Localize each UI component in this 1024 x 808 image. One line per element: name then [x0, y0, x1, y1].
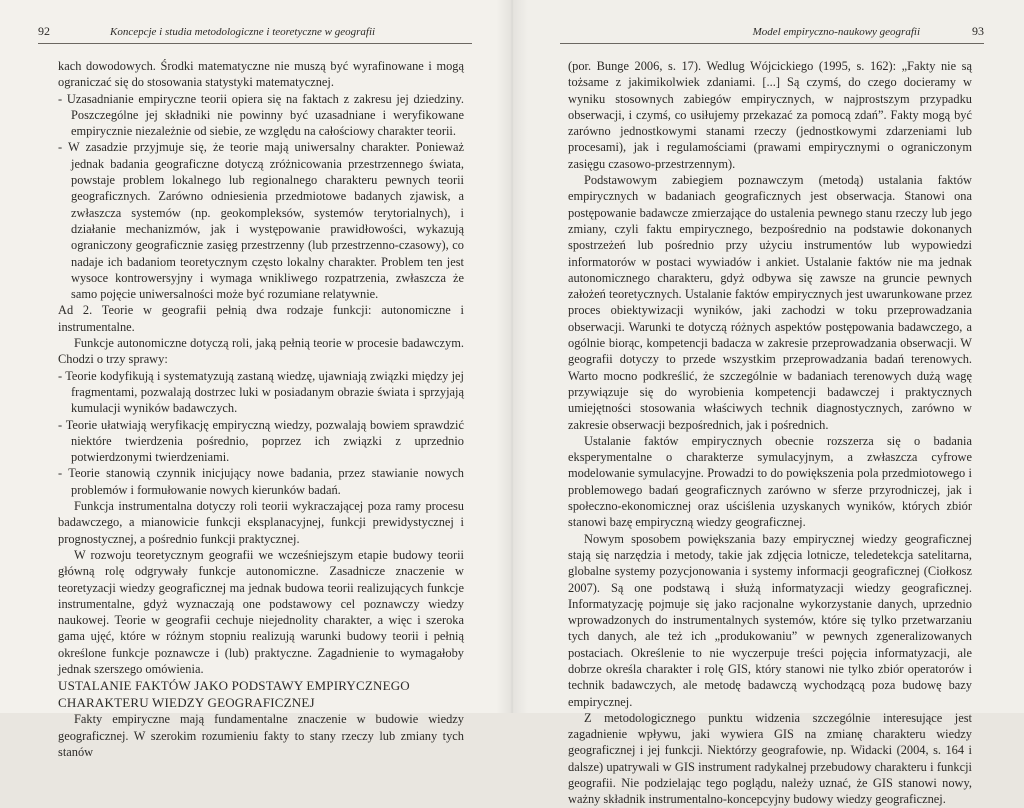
left-page-header [38, 24, 472, 39]
paragraph: Z metodologicznego punktu widzenia szczególnie interesujące jest zagadnienie wpływu, jaki wywiera GIS na zmianę charakteru wiedzy geograficznej i jej funkcji. Niektórzy geografowie, np. Widacki (2004, s. 164 i dalsze) upatrywali w GIS instrument radykalnej przebudowy charakteru i funkcji geografii. Nie podzielając tego poglądu, należy uznać, że GIS stanowi nowy, ważny składnik instrumentalno-koncepcyjny budowy wiedzy geograficznej. [568, 710, 972, 807]
list-item: - W zasadzie przyjmuje się, że teorie mają uniwersalny charakter. Ponieważ jednak badania geograficzne dotyczą zróżnicowania przestrzennego świata, powstaje problem lokalnego lub regionalnego charakteru pewnych teorii geograficznych. Zarówno odniesienia przedmiotowe badanych zjawisk, a zwłaszcza systemów (np. geokompleksów, systemów terytorialnych), i działanie mechanizmów, jak i występowanie prawidłowości, wykazują ograniczony geograficznie zasięg przestrzenny (lub przestrzenno-czasowy), co nadaje ich badaniom teoretycznym często lokalny charakter. Problem ten jest wysoce kontrowersyjny i wymaga wnikliwego rozpatrzenia, zwłaszcza że samo pojęcie uniwersalności może być rozumiane relatywnie. [58, 140, 464, 302]
list-item: - Teorie ułatwiają weryfikację empiryczną wiedzy, pozwalają bowiem sprawdzić niektóre twierdzenia pośrednio, poprzez ich związki z uprzednio potwierdzonymi twierdzeniami. [58, 417, 464, 465]
paragraph: Podstawowym zabiegiem poznawczym (metodą) ustalania faktów empirycznych w badaniach geograficznych jest obserwacja. Stanowi ona postępowanie badawcze zmierzające do ustalenia pewnego stanu rzeczy lub jego zmiany, czyli faktu empirycznego, bezpośrednio na podstawie dokonanych spostrzeżeń lub pośrednio przy użyciu instrumentów lub wypowiedzi informatorów w postaci wywiadów i ankiet. Ustalanie faktów nie ma jednak autonomicznego charakteru, gdyż odbywa się zawsze na gruncie pewnych założeń teoretycznych. Ustalanie faktów empirycznych jest uwarunkowane przez proces obiektywizacji wyników, jaki zachodzi w toku przeprowadzania obserwacji. Warunki te dotyczą różnych aspektów postępowania badawczego, a ogólnie biorąc, kompetencji badacza w zakresie przeprowadzania obserwacji. W geografii dotyczy to przede wszystkim przeprowadzania badań terenowych. Warto mocno podkreślić, że szczególnie w badaniach terenowych dużą wagę przywiązuje się do wyrobienia kompetencji badawczej i praktycznych umiejętności stosowania właściwych technik diagnostycznych, zarówno w zakresie obserwacji bezpośrednich, jak i pośrednich. [568, 173, 972, 432]
right-running-title: Model empiryczno-naukowy geografii [752, 26, 920, 38]
left-page [0, 0, 512, 759]
right-page-header [560, 24, 984, 39]
list-item: - Teorie stanowią czynnik inicjujący nowe badania, przez stawianie nowych problemów i formułowanie nowych kierunków badań. [58, 466, 464, 497]
paragraph: kach dowodowych. Środki matematyczne nie muszą być wyrafinowane i mogą ograniczać się do stosowania statystyki matematycznej. [58, 59, 464, 90]
paragraph: (por. Bunge 2006, s. 17). Wedlug Wójcickiego (1995, s. 162): „Fakty nie są tożsame z jakimikolwiek zdaniami. [...] Są czymś, do czego docieramy w wyniku stosownych zabiegów empirycznych, w najprostszym przypadku obserwacji, i czymś, co usiłujemy przekazać za pomocą zdań”. Fakty mogą być zarówno jednostkowymi stanami rzeczy (jednostkowymi zdarzeniami lub procesami), jak i regulamościami (prawami empirycznymi o ograniczonym zasięgu czasowo-przestrzennym). [568, 59, 972, 171]
paragraph: W rozwoju teoretycznym geografii we wcześniejszym etapie budowy teorii główną rolę odgrywały funkcje autonomiczne. Zasadnicze znaczenie w teoretyzacji wiedzy geograficznej ma jednak budowa teorii realizujących funkcje instrumentalne, gdyż wyznaczają one podstawowy cel poznawczy wiedzy naukowej. Teorie w geografii cechuje niejednolity charakter, a więc i szeroka gama ujęć, które w różnym stopniu realizują warunki budowy teorii i pełnią określone funkcje poznawcze i (lub) praktyczne. Zagadnienie to wymagałoby jednak szerszego omówienia. [58, 547, 464, 676]
paragraph: Fakty empiryczne mają fundamentalne znaczenie w budowie wiedzy geograficznej. W szerokim rozumieniu fakty to stany rzeczy lub zmiany tych stanów [58, 712, 464, 759]
list-item: - Uzasadnianie empiryczne teorii opiera się na faktach z zakresu jej dziedziny. Poszczególne jej składniki nie powinny być uzasadniane i weryfikowane empirycznie niezależnie od siebie, ze względu na całościowy charakter teorii. [58, 91, 464, 139]
book-gutter-shadow [496, 0, 528, 713]
paragraph: Ad 2. Teorie w geografii pełnią dwa rodzaje funkcji: autonomiczne i instrumentalne. [58, 303, 464, 334]
right-page-number: 93 [972, 24, 984, 38]
left-page-body [58, 58, 464, 760]
section-heading: USTALANIE FAKTÓW JAKO PODSTAWY EMPIRYCZNEGO CHARAKTERU WIEDZY GEOGRAFICZNEJ [58, 678, 410, 711]
paragraph: Nowym sposobem powiększania bazy empirycznej wiedzy geograficznej stają się narzędzia i metody, takie jak zdjęcia lotnicze, teledetekcja satelitarna, globalne systemy pozycjonowania i systemy informacji geograficznej (Ciołkosz 2007). Są one podstawą i służą informatyzacji wiedzy geograficznej. Informatyzację pojmuje się jako racjonalne wykorzystanie danych, uprzednio wprowadzonych do instrumentalnych systemów, które się tylko przetwarzaniu tych danych, ale też ich „produkowaniu” w pewnych zgeneralizowanych postaciach. Określenie to nie wyczerpuje treści pojęcia informatyzacji, ale dobrze określa charakter i rolę GIS, który stanowi nie tylko zbiór operatorów i technik badawczych, ale metodę badawczą wychodzącą poza budowę bazy empirycznej. [568, 531, 972, 709]
list-item: - Teorie kodyfikują i systematyzują zastaną wiedzę, ujawniają związki między jej fragmentami, pozwalają dostrzec luki w posiadanym obrazie świata i sprzyjają kumulacji wyników badawczych. [58, 368, 464, 416]
right-page-body [568, 58, 972, 808]
right-page [512, 0, 1024, 807]
left-page-number: 92 [38, 24, 50, 38]
paragraph: Ustalanie faktów empirycznych obecnie rozszerza się o badania eksperymentalne o charakterze symulacyjnym, a zwłaszcza cyfrowe modelowanie symulacyjne. Prowadzi to do powiększenia pola przedmiotowego i problemowego badań geograficznych zarówno w sferze przyrodniczej, jak i społeczno-ekonomicznej oraz uściślenia uzyskanych wyników, których zbiór stanowi bazę empiryczną wiedzy geograficznej. [568, 433, 972, 530]
right-header-rule [560, 43, 984, 44]
left-running-title: Koncepcje i studia metodologiczne i teoretyczne w geografii [110, 26, 376, 38]
paragraph: Funkcje autonomiczne dotyczą roli, jaką pełnią teorie w procesie badawczym. Chodzi o trzy sprawy: [58, 336, 464, 367]
paragraph: Funkcja instrumentalna dotyczy roli teorii wykraczającej poza ramy procesu badawczego, a mianowicie funkcji eksplanacyjnej, funkcji prewidystycznej i prognostycznej, a pośrednio funkcji praktycznej. [58, 499, 464, 546]
left-header-rule [38, 43, 472, 44]
